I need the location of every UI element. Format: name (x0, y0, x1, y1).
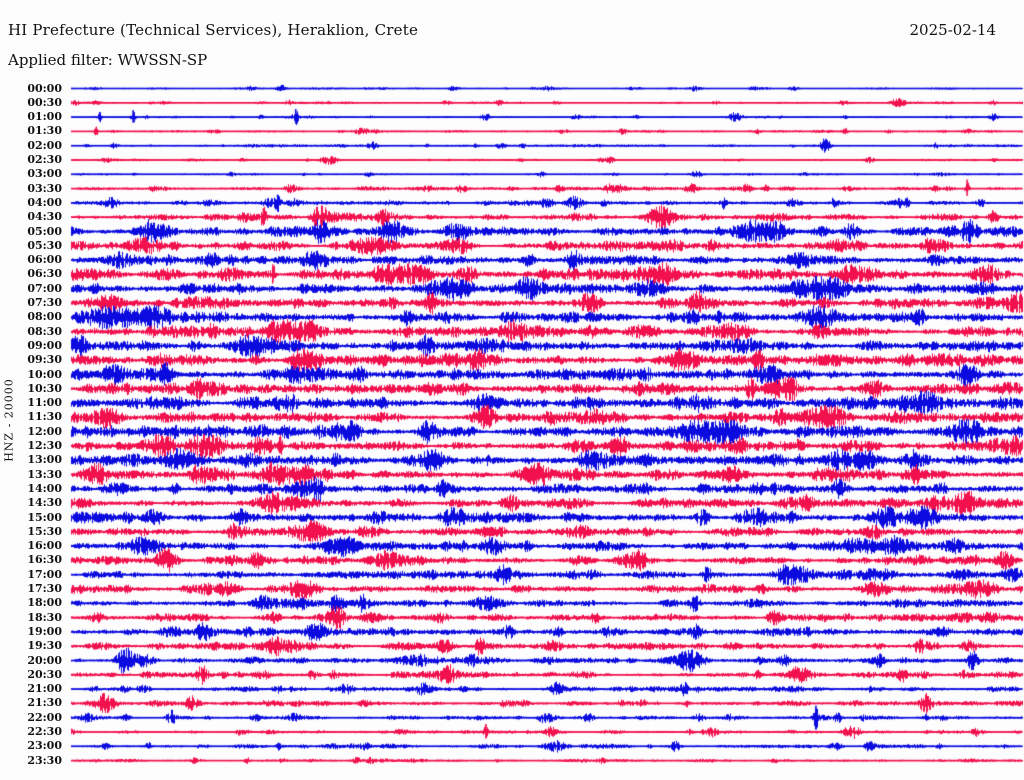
trace-time-label: 10:00 (27, 367, 62, 381)
trace-time-label: 11:00 (27, 396, 62, 410)
trace-time-label: 07:30 (27, 296, 62, 309)
trace-time-label: 03:30 (27, 181, 62, 195)
trace-time-label: 12:00 (27, 424, 62, 438)
trace-time-label: 14:30 (27, 496, 62, 510)
trace-time-label: 23:30 (27, 753, 62, 767)
trace-time-label: 09:00 (27, 338, 62, 352)
trace-time-label: 01:00 (27, 110, 62, 124)
trace-time-label: 15:30 (27, 524, 62, 538)
trace-time-label: 06:00 (27, 253, 62, 267)
trace-time-label: 19:30 (27, 639, 62, 653)
trace-time-label: 23:00 (27, 739, 62, 753)
trace-time-label: 11:30 (27, 410, 62, 424)
trace-time-label: 04:30 (27, 210, 62, 224)
trace-time-label: 06:30 (27, 267, 62, 281)
trace-time-label: 07:00 (27, 281, 62, 295)
trace-time-label: 15:00 (27, 510, 62, 524)
trace-time-label: 08:30 (27, 324, 62, 338)
trace-time-label: 08:00 (27, 310, 62, 324)
trace-time-label: 22:00 (27, 710, 62, 724)
trace-time-label: 16:00 (27, 539, 62, 553)
trace-time-label: 01:30 (27, 124, 62, 138)
trace-time-label: 18:30 (27, 610, 62, 624)
trace-time-label: 17:00 (27, 567, 62, 581)
trace-time-label: 05:00 (27, 224, 62, 238)
trace-time-label: 02:00 (27, 138, 62, 152)
trace-time-label: 05:30 (27, 238, 62, 252)
trace-time-label: 18:00 (27, 596, 62, 610)
trace-time-label: 00:00 (27, 81, 62, 95)
trace-time-label: 21:30 (27, 696, 62, 710)
trace-time-label: 17:30 (27, 582, 62, 595)
trace-time-label: 13:00 (27, 453, 62, 467)
trace-time-label: 16:30 (27, 553, 62, 567)
trace-time-label: 04:00 (27, 195, 62, 209)
trace-time-label: 19:00 (27, 624, 62, 638)
trace-time-label: 09:30 (27, 353, 62, 367)
trace-time-label: 22:30 (27, 725, 62, 738)
trace-time-label: 10:30 (27, 381, 62, 395)
trace-time-label: 14:00 (27, 481, 62, 495)
trace-time-label: 00:30 (27, 95, 62, 109)
trace-time-label: 12:30 (27, 439, 62, 452)
trace-time-label: 03:00 (27, 167, 62, 181)
trace-time-label: 20:00 (27, 653, 62, 667)
trace-time-label: 13:30 (27, 467, 62, 481)
trace-time-label: 02:30 (27, 153, 62, 166)
trace-time-label: 20:30 (27, 667, 62, 681)
trace-time-label: 21:00 (27, 682, 62, 696)
